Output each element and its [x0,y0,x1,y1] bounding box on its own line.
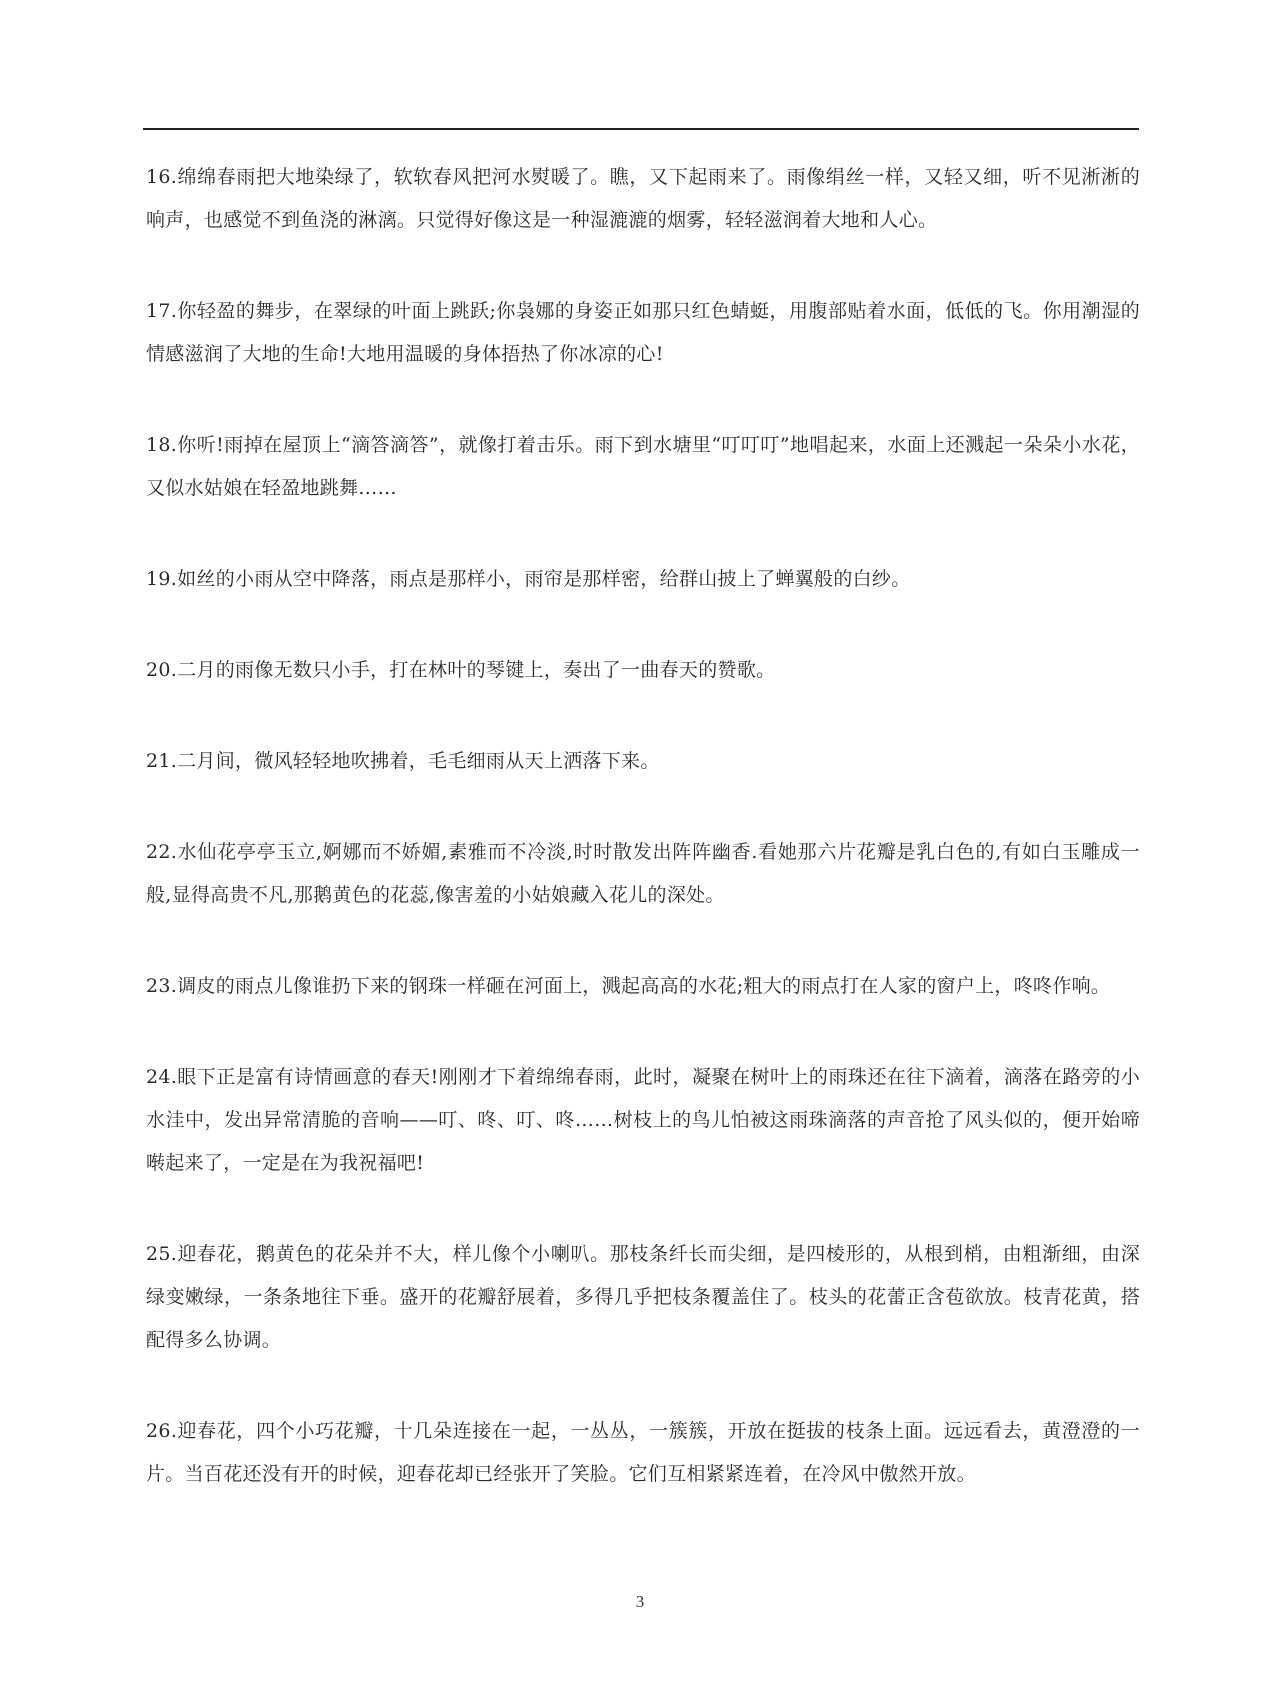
paragraph-21: 21.二月间，微风轻轻地吹拂着，毛毛细雨从天上洒落下来。 [146,750,660,772]
paragraph-16: 16.绵绵春雨把大地染绿了，软软春风把河水熨暖了。瞧，又下起雨来了。雨像绢丝一样，又轻又细，听不见淅淅的响声，也感觉不到鱼浇的淋漓。只觉得好像这是一种湿漉漉的烟雾，轻轻滋润着大地和人心。 [146,166,1140,231]
page-number: 3 [635,1592,645,1611]
paragraph-24: 24.眼下正是富有诗情画意的春天!刚刚才下着绵绵春雨，此时，凝聚在树叶上的雨珠还在往下滴着，滴落在路旁的小水洼中，发出异常清脆的音响——叮、咚、叮、咚……树枝上的鸟儿怕被这雨珠滴落的声音抢了风头似的，便开始啼啭起来了，一定是在为我祝福吧! [146,1066,1140,1174]
paragraph-19: 19.如丝的小雨从空中降落，雨点是那样小，雨帘是那样密，给群山披上了蝉翼般的白纱。 [146,568,911,590]
paragraph-18: 18.你听!雨掉在屋顶上“滴答滴答”，就像打着击乐。雨下到水塘里“叮叮叮”地唱起来，水面上还溅起一朵朵小水花，又似水姑娘在轻盈地跳舞…… [146,434,1140,499]
paragraph-25: 25.迎春花，鹅黄色的花朵并不大，样儿像个小喇叭。那枝条纤长而尖细，是四棱形的，从根到梢，由粗渐细，由深绿变嫩绿，一条条地往下垂。盛开的花瓣舒展着，多得几乎把枝条覆盖住了。枝头的花蕾正含苞欲放。枝青花黄，搭配得多么协调。 [146,1243,1140,1351]
paragraph-26: 26.迎春花，四个小巧花瓣，十几朵连接在一起，一丛丛，一簇簇，开放在挺拔的枝条上面。远远看去，黄澄澄的一片。当百花还没有开的时候，迎春花却已经张开了笑脸。它们互相紧紧连着，在冷风中傲然开放。 [146,1420,1140,1485]
paragraph-23: 23.调皮的雨点儿像谁扔下来的钢珠一样砸在河面上，溅起高高的水花;粗大的雨点打在人家的窗户上，咚咚作响。 [146,975,1111,997]
paragraph-22: 22.水仙花亭亭玉立,婀娜而不娇媚,素雅而不冷淡,时时散发出阵阵幽香.看她那六片花瓣是乳白色的,有如白玉雕成一般,显得高贵不凡,那鹅黄色的花蕊,像害羞的小姑娘藏入花儿的深处。 [146,841,1140,906]
header-rule [143,128,1139,130]
paragraph-20: 20.二月的雨像无数只小手，打在林叶的琴键上，奏出了一曲春天的赞歌。 [146,659,776,681]
document-body [146,156,1140,1544]
paragraph-17: 17.你轻盈的舞步，在翠绿的叶面上跳跃;你袅娜的身姿正如那只红色蜻蜓，用腹部贴着水面，低低的飞。你用潮湿的情感滋润了大地的生命!大地用温暖的身体捂热了你冰凉的心! [146,300,1140,365]
